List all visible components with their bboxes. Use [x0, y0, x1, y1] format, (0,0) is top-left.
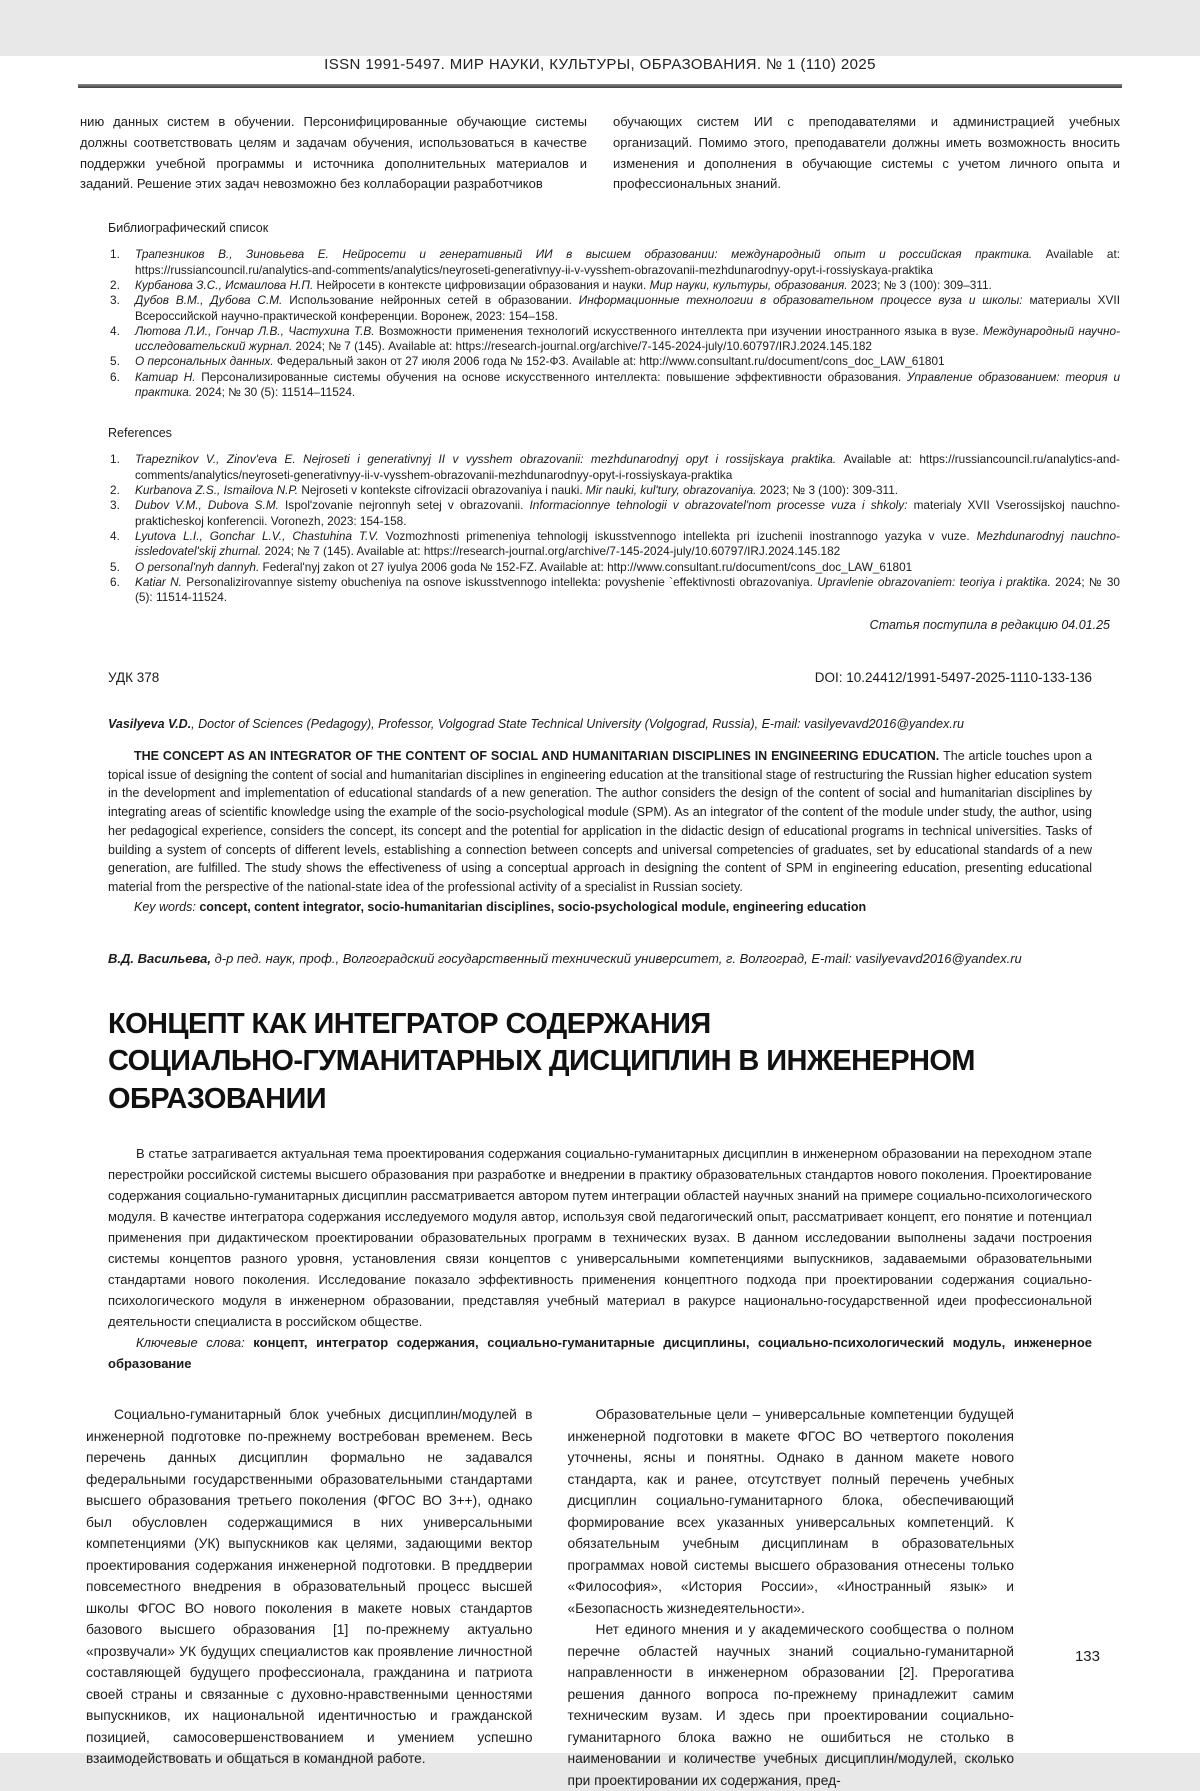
- citation-item: Lyutova L.I., Gonchar L.V., Chastuhina T.V. Vozmozhnosti primeneniya tehnologij iskusstvennogo intellekta pri izuchenii inostrannogo yazyka v vuze. Mezhdunarodnyj nauchno-issledovatel'skij zhurnal. 2024; № 7 (145). Available at: https://research-journal.org/archive/7-145-2024-july/10.60797/IRJ.2024.145.182: [135, 529, 1120, 559]
- article-title-line1: КОНЦЕПТ КАК ИНТЕГРАТОР СОДЕРЖАНИЯ: [108, 1007, 711, 1040]
- meta-row: [108, 670, 1092, 685]
- citation-item: О персональных данных. Федеральный закон от 27 июля 2006 года № 152-ФЗ. Available at: http://www.consultant.ru/document/cons_doc_LAW_61801: [135, 354, 945, 369]
- body-left-column: [86, 1404, 533, 1791]
- bibliography-heading: Библиографический список: [108, 221, 269, 236]
- body-paragraph: Нет единого мнения и у академического сообщества о полном перечне областей научных знаний социально-гуманитарной направленности в инженерном образовании [2]. Прерогатива решения данного вопроса по-прежнему принадлежит самим техническим вузам. И здесь при проектировании социально-гуманитарного блока важно не ошибиться не столько в наименовании и количестве учебных дисциплин/модулей, сколько при проектировании их содержания, пред-: [567, 1622, 1014, 1788]
- journal-header: ISSN 1991-5497. МИР НАУКИ, КУЛЬТУРЫ, ОБРАЗОВАНИЯ. № 1 (110) 2025: [324, 56, 876, 73]
- abstract-en: THE CONCEPT AS AN INTEGRATOR OF THE CONTENT OF SOCIAL AND HUMANITARIAN DISCIPLINES IN ENGINEERING EDUCATION. The article touches upon a topical issue of designing the content of social and humanitarian disciplines in engineering education at the transitional stage of restructuring the Russian higher education system in the development and implementation of educational standards of a new generation. The author considers the design of the content of social and humanitarian disciplines by integrating areas of scientific knowledge using the example of the socio-psychological module (SPM). As an integrator of the content of the module under study, the author, using her pedagogical experience, considers the concept, its concept and the potential for application in the didactic design of educational programs in technical universities. Tasks of building a system of concepts of different levels, establishing a connection between concepts and universal competencies of graduates, set by educational standards of a new generation, are fulfilled. The study shows the effectiveness of using a conceptual approach in designing the content of SPM in engineering education, presenting educational material from the perspective of the national-state idea of the professional activity of a specialist in Russian society.: [108, 748, 1092, 894]
- keywords-ru: Ключевые слова: концепт, интегратор содержания, социально-гуманитарные дисциплины, социально-психологический модуль, инженерное образование: [108, 1334, 1092, 1372]
- annotation-ru: В статье затрагивается актуальная тема проектирования содержания социально-гуманитарных дисциплин в инженерном образовании на переходном этапе перестройки российской системы высшего образования при разработке и внедрении в практику образовательных стандартов нового поколения. Проектирование содержания социально-гуманитарных дисциплин рассматривается автором путем интеграции областей научных знаний на примере социально-психологического модуля. В качестве интегратора содержания исследуемого модуля автор, используя свой педагогический опыт, рассматривает концепт, его понятие и потенциал применения при дидактическом проектировании образовательных программ в технических вузах. В данном исследовании выполнены задачи построения системы концептов разного уровня, установления связи концептов с универсальными компетенциями выпускников, задаваемыми образовательными стандартами нового поколения. Исследование показало эффективность применения концептного подхода при проектировании содержания социально-психологического модуля в инженерном образовании, представляя учебный материал в ракурсе национально-государственной идеи профессиональной деятельности специалиста в российском обществе.: [108, 1145, 1092, 1329]
- udk-label: УДК 378: [108, 669, 160, 685]
- received-note: Статья поступила в редакцию 04.01.25: [869, 617, 1110, 632]
- references-list: [108, 452, 1120, 605]
- author-line-ru: В.Д. Васильева, д-р пед. наук, проф., Волгоградский государственный технический университет, г. Волгоград, E-mail: vasilyevavd2016@yandex.ru: [108, 950, 1022, 966]
- keywords-en: Key words: concept, content integrator, socio-humanitarian disciplines, socio-psychological module, engineering education: [134, 899, 867, 914]
- body-right-column: [568, 1404, 1015, 1791]
- article-body: [86, 1404, 1014, 1791]
- citation-item: Трапезников В., Зиновьева Е. Нейросети и генеративный ИИ в высшем образовании: международный опыт и российская практика. Available at: https://russiancouncil.ru/analytics-and-comments/analytics/neyroseti-generativnyy-ii-v-vysshem-obrazovanii-mezhdunarodnyy-opyt-i-rossiyskaya-praktika: [135, 247, 1120, 277]
- body-paragraph: Социально-гуманитарный блок учебных дисциплин/модулей в инженерной подготовке по-прежнему востребован временем. Весь перечень данных дисциплин формально не задавался федеральными государственными образовательными стандартами высшего образования третьего поколения (ФГОС ВО 3++), однако был обусловлен содержащимися в них универсальными компетенциями (УК) выпускников как целями, задающими вектор проектирования содержания инженерной подготовки. В преддверии повсеместного внедрения в образовательный процесс высшей школы ФГОС ВО нового поколения в макете новых стандартов базового высшего образования [1] по-прежнему актуально «прозвучали» УК будущих специалистов как проявление личностной составляющей будущего профессионала, гражданина и патриота своей страны и связанные с духовно-нравственными ценностями выпускников, их национальной идентичностью и гражданской позицией, самосовершенствованием и умением успешно взаимодействовать и общаться в командной работе.: [86, 1407, 533, 1767]
- citation-item: Katiar N. Personalizirovannye sistemy obucheniya na osnove iskusstvennogo intellekta: povyshenie `effektivnosti obrazovaniya. Upravlenie obrazovaniem: teoriya i praktika. 2024; № 30 (5): 11514-11524.: [135, 575, 1120, 605]
- citation-item: Дубов В.М., Дубова С.М. Использование нейронных сетей в образовании. Информационные технологии в образовательном процессе вуза и школы: материалы XVII Всероссийской научно-практической конференции. Воронеж, 2023: 154–158.: [135, 293, 1120, 323]
- doi-label: DOI: 10.24412/1991-5497-2025-1110-133-136: [814, 669, 1092, 685]
- citation-item: Trapeznikov V., Zinov'eva E. Nejroseti i generativnyj II v vysshem obrazovanii: mezhdunarodnyj opyt i rossijskaya praktika. Available at: https://russiancouncil.ru/analytics-and-comments/analytics/neyroseti-generativnyy-ii-v-vysshem-obrazovanii-mezhdunarodnyy-opyt-i-rossiyskaya-praktika: [135, 452, 1120, 482]
- citation-item: Курбанова З.С., Исмаилова Н.П. Нейросети в контексте цифровизации образования и науки. Мир науки, культуры, образования. 2023; № 3 (100): 309–311.: [135, 277, 992, 292]
- author-line-en: Vasilyeva V.D., Doctor of Sciences (Pedagogy), Professor, Volgograd State Technical University (Volgograd, Russia), E-mail: vasilyevavd2016@yandex.ru: [108, 716, 964, 731]
- citation-item: Катиар Н. Персонализированные системы обучения на основе искусственного интеллекта: повышение эффективности образования. Управление образованием: теория и практика. 2024; № 30 (5): 11514–11524.: [135, 369, 1121, 400]
- intro-right-column: обучающих систем ИИ с преподавателями и администрацией учебных организаций. Помимо этого, преподаватели должны иметь возможность вносить изменения и дополнения в обучающие системы с учетом личного опыта и профессиональных знаний.: [613, 114, 1120, 192]
- article-title-line2: СОЦИАЛЬНО-ГУМАНИТАРНЫХ ДИСЦИПЛИН В ИНЖЕНЕРНОМ ОБРАЗОВАНИИ: [108, 1045, 975, 1115]
- citation-item: Лютова Л.И., Гончар Л.В., Частухина Т.В. Возможности применения технологий искусственного интеллекта при изучении иностранного языка в вузе. Международный научно-исследовательский журнал. 2024; № 7 (145). Available at: https://research-journal.org/archive/7-145-2024-july/10.60797/IRJ.2024.145.182: [135, 323, 1121, 354]
- page-number: 133: [1074, 1648, 1100, 1665]
- body-paragraph: Образовательные цели – универсальные компетенции будущей инженерной подготовки в макете ФГОС ВО четвертого поколения уточнены, ясны и понятны. Однако в данном макете нового стандарта, как и ранее, отсутствует полный перечень учебных дисциплин социально-гуманитарного блока, обеспечивающий формирование всех указанных универсальных компетенций. К обязательным учебным дисциплинам в образовательных программах новой системы высшего образования отнесены только «Философия», «История России», «Иностранный язык» и «Безопасность жизнедеятельности».: [567, 1407, 1014, 1616]
- citation-item: Kurbanova Z.S., Ismailova N.P. Nejroseti v kontekste cifrovizacii obrazovaniya i nauki. Mir nauki, kul'tury, obrazovaniya. 2023; № 3 (100): 309-311.: [135, 483, 899, 498]
- citation-item: Dubov V.M., Dubova S.M. Ispol'zovanie nejronnyh setej v obrazovanii. Informacionnye tehnologii v obrazovatel'nom processe vuza i shkoly: materialy XVII Vserossijskoj nauchno-prakticheskoj konferencii. Voronezh, 2023: 154-158.: [135, 498, 1121, 528]
- citation-item: O personal'nyh dannyh. Federal'nyj zakon ot 27 iyulya 2006 goda № 152-FZ. Available at: http://www.consultant.ru/document/cons_doc_LAW_61801: [135, 559, 913, 574]
- intro-continuation: [80, 112, 1120, 195]
- article-title: [108, 1006, 1092, 1119]
- bibliography-list: [108, 247, 1120, 400]
- header-rule: [78, 84, 1122, 88]
- references-heading: References: [108, 426, 172, 441]
- intro-left-column: нию данных систем в обучении. Персонифицированные обучающие системы должны соответствовать целям и задачам обучения, использоваться в качестве поддержки учебной программы и источника дополнительных материалов и заданий. Решение этих задач невозможно без коллаборации разработчиков: [80, 114, 587, 192]
- journal-page: [0, 56, 1200, 1788]
